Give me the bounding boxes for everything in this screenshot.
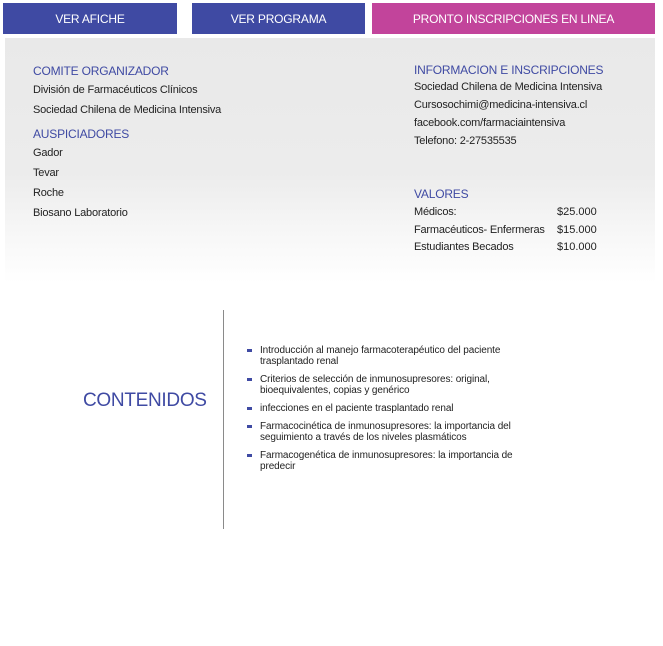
valor-label: Estudiantes Becados [414,241,514,253]
bullet-icon [247,349,252,352]
comite-item: División de Farmacéuticos Clínicos [33,84,198,96]
valor-price: $25.000 [557,206,597,218]
valor-price: $10.000 [557,241,597,253]
ver-afiche-button[interactable]: VER AFICHE [3,3,177,34]
list-item-text: Introducción al manejo farmacoterapéutico del paciente trasplantado renal [260,345,501,367]
list-item [247,345,517,367]
auspiciadores-heading: AUSPICIADORES [33,127,130,141]
list-item [247,374,517,396]
contenidos-title: CONTENIDOS [83,390,207,411]
contenidos-list [247,345,517,479]
valores-heading: VALORES [414,187,469,201]
telefono-text: Telefono: 2-27535535 [414,135,517,147]
ver-programa-button[interactable]: VER PROGRAMA [192,3,365,34]
list-item-text: Criterios de selección de inmunosupresores: original, bioequivalentes, copias y genérico [260,374,490,396]
list-item-text: Farmacocinética de inmunosupresores: la importancia del seguimiento a través de los niveles plasmáticos [260,421,511,443]
auspiciador-item: Biosano Laboratorio [33,207,128,219]
list-item-text: Farmacogenética de inmunosupresores: la importancia de predecir [260,450,513,472]
informacion-item: Sociedad Chilena de Medicina Intensiva [414,81,603,93]
list-item [247,421,517,443]
bullet-icon [247,407,252,410]
bullet-icon [247,425,252,428]
auspiciador-item: Roche [33,187,64,199]
comite-item: Sociedad Chilena de Medicina Intensiva [33,104,222,116]
info-panel [5,38,655,283]
bullet-icon [247,454,252,457]
list-item [247,450,517,472]
vertical-divider [223,310,224,529]
informacion-heading: INFORMACION E INSCRIPCIONES [414,63,604,77]
list-item [247,403,517,414]
auspiciador-item: Gador [33,147,63,159]
comite-heading: COMITE ORGANIZADOR [33,64,169,78]
bullet-icon [247,378,252,381]
facebook-link[interactable]: facebook.com/farmaciaintensiva [414,117,566,129]
list-item-text: infecciones en el paciente trasplantado renal [260,403,454,414]
inscripciones-button[interactable]: PRONTO INSCRIPCIONES EN LINEA [372,3,655,34]
valor-label: Médicos: [414,206,457,218]
valor-price: $15.000 [557,224,597,236]
valor-label: Farmacéuticos- Enfermeras [414,224,545,236]
email-link[interactable]: Cursosochimi@medicina-intensiva.cl [414,99,588,111]
auspiciador-item: Tevar [33,167,59,179]
